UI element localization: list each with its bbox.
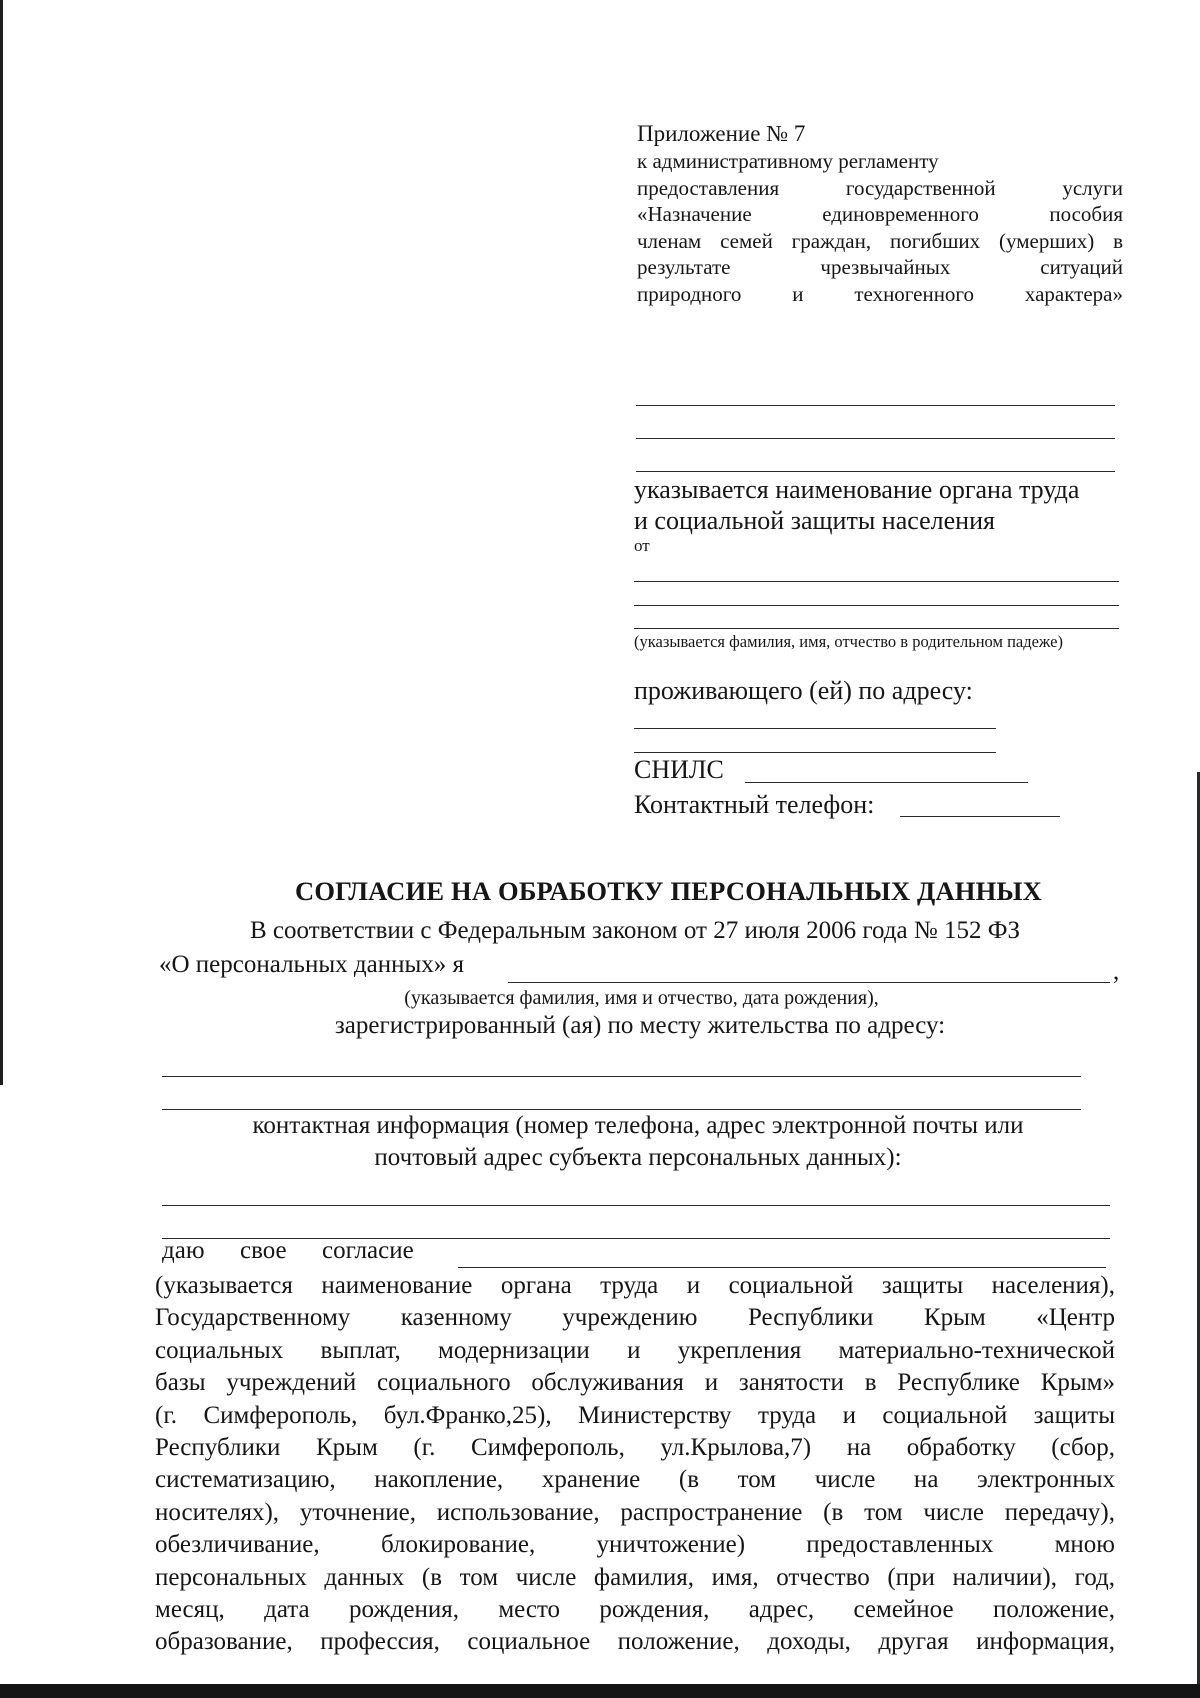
fio-blank — [508, 982, 1110, 983]
annex-line: членам семей граждан, погибших (умерших) в — [637, 228, 1123, 253]
annex-line: предоставления государственной услуги — [637, 175, 1123, 200]
annex-number: Приложение № 7 — [637, 121, 806, 146]
body-line: систематизацию, накопление, хранение (в том числе на электронных — [155, 1466, 1115, 1494]
body-line: носителях), уточнение, использование, распространение (в том числе передачу), — [155, 1498, 1115, 1526]
from-label: от — [634, 536, 650, 555]
body-line: месяц, дата рождения, место рождения, адрес, семейное положение, — [155, 1596, 1115, 1624]
body-line: обезличивание, блокирование, уничтожение) предоставленных мною — [155, 1531, 1115, 1559]
body-line: социальных выплат, модернизации и укрепления материально-технической — [155, 1336, 1115, 1364]
annex-line: к административному регламенту — [637, 149, 939, 173]
give-word: даю — [162, 1237, 205, 1264]
blank-line — [634, 752, 996, 753]
snils-blank — [745, 782, 1028, 783]
blank-line — [634, 728, 996, 729]
annex-line: «Назначение единовременного пособия — [637, 202, 1123, 227]
blank-line — [162, 1205, 1110, 1206]
body-line: (указывается наименование органа труда и социальной защиты населения), — [155, 1272, 1115, 1299]
org-blank — [458, 1267, 1106, 1268]
org-note-line: указывается наименование органа труда — [634, 475, 1080, 504]
snils-label: СНИЛС — [634, 755, 724, 784]
blank-line — [162, 1238, 1110, 1239]
law-line: В соответствии с Федеральным законом от 27 июля 2006 года № 152 ФЗ — [250, 917, 1020, 944]
blank-line — [162, 1109, 1081, 1110]
phone-label: Контактный телефон: — [634, 790, 875, 819]
give-word: свое — [240, 1237, 287, 1264]
fio-note: (указывается фамилия, имя, отчество в родительном падеже) — [634, 632, 1063, 651]
registered-label: зарегистрированный (ая) по месту жительства по адресу: — [334, 1012, 946, 1039]
scan-edge-left — [0, 0, 3, 1085]
org-note-line: и социальной защиты населения — [634, 506, 995, 535]
document-title: СОГЛАСИЕ НА ОБРАБОТКУ ПЕРСОНАЛЬНЫХ ДАННЫХ — [295, 876, 1042, 906]
give-word: согласие — [322, 1237, 414, 1264]
body-line: (г. Симферополь, бул.Франко,25), Министерству труда и социальной защиты — [155, 1401, 1115, 1429]
blank-line — [634, 628, 1119, 629]
blank-line — [634, 605, 1119, 606]
body-line: образование, профессия, социальное положение, доходы, другая информация, — [155, 1628, 1115, 1656]
contact-note: контактная информация (номер телефона, адрес электронной почты или — [252, 1112, 1024, 1139]
blank-line — [162, 1076, 1081, 1077]
annex-line: результате чрезвычайных ситуаций — [637, 255, 1123, 280]
blank-line — [636, 438, 1115, 439]
annex-header — [637, 120, 1123, 308]
contact-note: почтовый адрес субъекта персональных данных): — [374, 1144, 902, 1171]
fio-note-consent: (указывается фамилия, имя и отчество, дата рождения), — [404, 987, 879, 1009]
body-line: базы учреждений социального обслуживания и занятости в Республике Крым» — [155, 1369, 1115, 1397]
annex-line: природного и техногенного характера» — [637, 281, 1123, 306]
body-line: Государственному казенному учреждению Республики Крым «Центр — [155, 1304, 1115, 1332]
blank-line — [636, 471, 1115, 472]
phone-blank — [900, 816, 1060, 817]
recipient-org-note — [634, 474, 1124, 536]
body-line: персональных данных (в том числе фамилия, имя, отчество (при наличии), год, — [155, 1563, 1115, 1591]
blank-line — [634, 581, 1119, 582]
scan-edge-bottom — [0, 1684, 1200, 1698]
address-label: проживающего (ей) по адресу: — [634, 676, 973, 705]
law-name: «О персональных данных» я — [159, 951, 464, 978]
comma-mark: , — [1113, 958, 1120, 985]
blank-line — [636, 405, 1115, 406]
body-line: Республики Крым (г. Симферополь, ул.Крылова,7) на обработку (сбор, — [155, 1434, 1115, 1462]
consent-body — [155, 1270, 1115, 1659]
